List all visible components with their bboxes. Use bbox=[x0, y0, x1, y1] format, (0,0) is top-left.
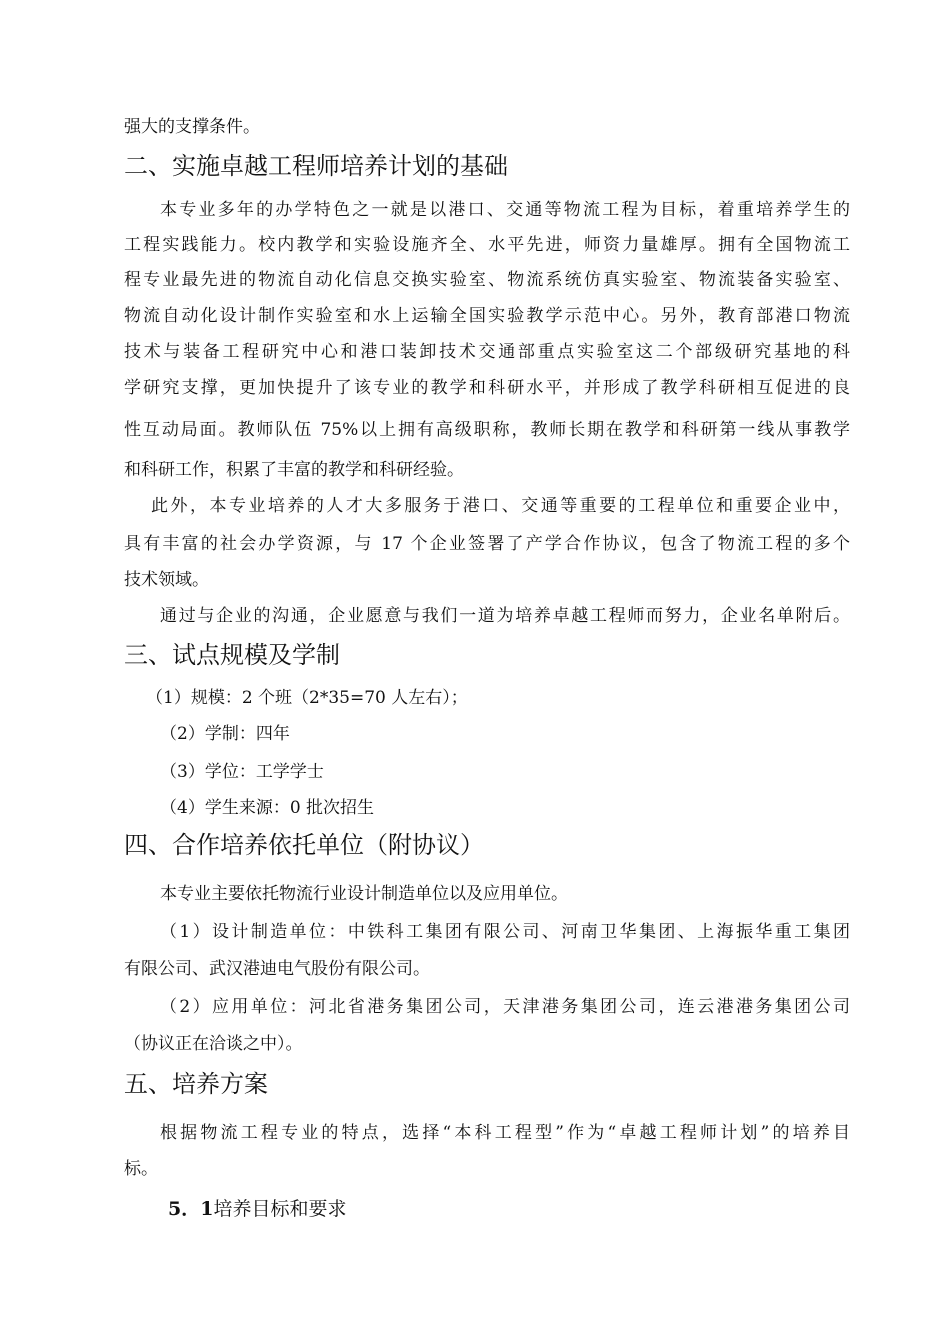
list-item: （1）设计制造单位：中铁科工集团有限公司、河南卫华集团、上海振华重工集团 bbox=[160, 922, 850, 942]
paragraph-line: 本专业主要依托物流行业设计制造单位以及应用单位。 bbox=[160, 884, 568, 904]
paragraph-line: 学研究支撑，更加快提升了该专业的教学和科研水平，并形成了教学科研相互促进的良 bbox=[124, 378, 850, 398]
paragraph-line: 此外，本专业培养的人才大多服务于港口、交通等重要的工程单位和重要企业中， bbox=[151, 496, 850, 516]
continuation-text: 强大的支撑条件。 bbox=[124, 117, 260, 137]
paragraph-line: 技术与装备工程研究中心和港口装卸技术交通部重点实验室这二个部级研究基地的科 bbox=[124, 342, 850, 362]
paragraph-line: 本专业多年的办学特色之一就是以港口、交通等物流工程为目标，着重培养学生的 bbox=[160, 200, 850, 220]
paragraph-line: 技术领域。 bbox=[124, 570, 209, 590]
paragraph-line: 具有丰富的社会办学资源，与 17 个企业签署了产学合作协议，包含了物流工程的多个 bbox=[124, 534, 850, 554]
section-4-heading: 四、合作培养依托单位（附协议） bbox=[124, 831, 484, 859]
paragraph-line: 根据物流工程专业的特点，选择“本科工程型”作为“卓越工程师计划”的培养目 bbox=[160, 1123, 850, 1143]
list-item: （协议正在洽谈之中）。 bbox=[124, 1034, 303, 1054]
list-item: （2）应用单位：河北省港务集团公司，天津港务集团公司，连云港港务集团公司 bbox=[160, 997, 850, 1017]
section-5-heading: 五、培养方案 bbox=[124, 1070, 268, 1098]
list-item: （3）学位：工学学士 bbox=[160, 762, 324, 782]
list-item: （2）学制：四年 bbox=[160, 724, 290, 744]
paragraph-line: 工程实践能力。校内教学和实验设施齐全、水平先进，师资力量雄厚。拥有全国物流工 bbox=[124, 235, 850, 255]
list-item: （1）规模：2 个班（2*35=70 人左右）； bbox=[146, 688, 468, 708]
paragraph-line: 程专业最先进的物流自动化信息交换实验室、物流系统仿真实验室、物流装备实验室、 bbox=[124, 270, 850, 290]
subsection-title: 培养目标和要求 bbox=[213, 1198, 347, 1220]
subsection-heading bbox=[168, 1196, 346, 1222]
paragraph-line: 性互动局面。教师队伍 75%以上拥有高级职称，教师长期在教学和科研第一线从事教学 bbox=[124, 420, 850, 440]
subsection-number: 5．1 bbox=[168, 1198, 214, 1220]
list-item: （4）学生来源：0 批次招生 bbox=[160, 798, 375, 818]
section-3-heading: 三、试点规模及学制 bbox=[124, 641, 340, 669]
paragraph-line: 标。 bbox=[124, 1159, 158, 1179]
list-item: 有限公司、武汉港迪电气股份有限公司。 bbox=[124, 959, 430, 979]
paragraph-line: 和科研工作，积累了丰富的教学和科研经验。 bbox=[124, 460, 464, 480]
section-2-heading: 二、实施卓越工程师培养计划的基础 bbox=[124, 152, 508, 180]
paragraph-line: 通过与企业的沟通，企业愿意与我们一道为培养卓越工程师而努力，企业名单附后。 bbox=[160, 606, 850, 626]
paragraph-line: 物流自动化设计制作实验室和水上运输全国实验教学示范中心。另外，教育部港口物流 bbox=[124, 306, 850, 326]
